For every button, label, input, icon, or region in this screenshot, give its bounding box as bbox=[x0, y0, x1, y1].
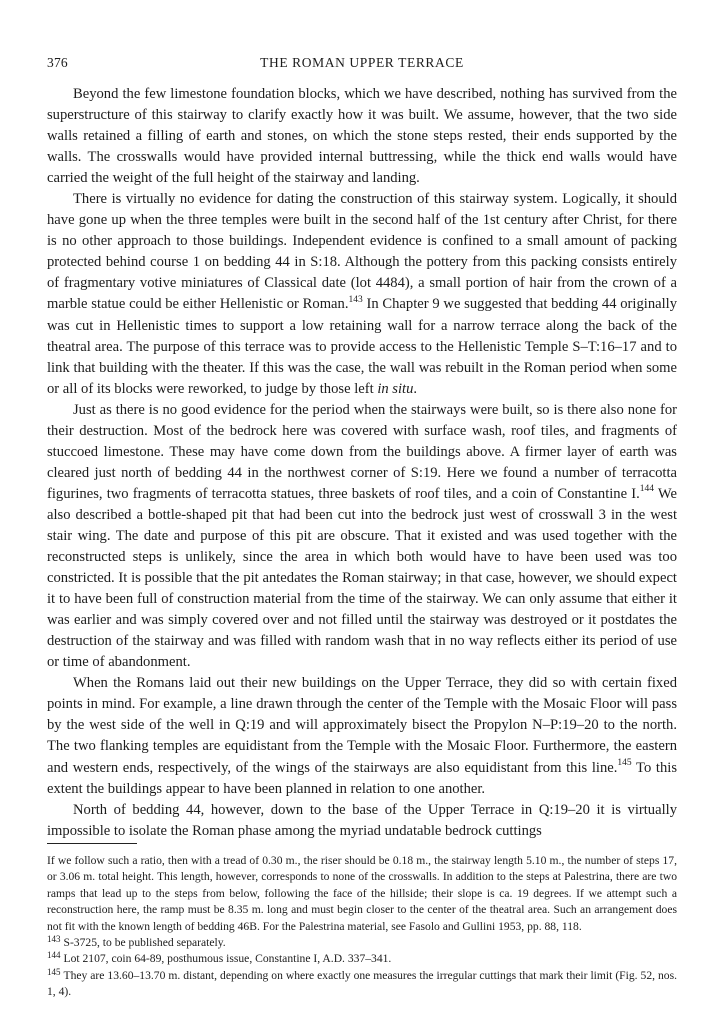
paragraph bbox=[47, 400, 677, 674]
paragraph-text: North of bedding 44, however, down to the base of the Upper Terrace in Q:19–20 it is virtually impossible to isolate the Roman phase among the myriad undatable bedrock cuttings bbox=[47, 801, 677, 839]
body-text bbox=[47, 84, 677, 842]
footnote-text: Lot 2107, coin 64-89, posthumous issue, Constantine I, A.D. 337–341. bbox=[63, 952, 392, 966]
page-header bbox=[47, 55, 677, 75]
paragraph-text: To this extent the buildings appear to have been planned in relation to one another. bbox=[47, 759, 678, 797]
footnote-ref: 143 bbox=[348, 294, 363, 305]
paragraph-text: There is virtually no evidence for dating the construction of this stairway system. Logically, it should have gone up when the three temples were built in the second half of the 1st century after Christ, for there is no other approach to those buildings. Independent evidence is confined to a small amount of packing protected behind course 1 on bedding 44 in S:18. Although the pottery from this packing consists entirely of fragmentary votive miniatures of Classical date (lot 4484), a small portion of hair from the crown of a marble statue could be either Hellenistic or Roman. bbox=[47, 191, 677, 313]
footnote-divider bbox=[47, 843, 137, 844]
footnote bbox=[47, 935, 677, 951]
page-number: 376 bbox=[47, 55, 68, 70]
footnotes bbox=[47, 853, 677, 1001]
footnote-ref: 145 bbox=[617, 757, 632, 768]
footnote bbox=[47, 951, 677, 967]
footnote-number: 145 bbox=[47, 966, 61, 977]
paragraph-text: Beyond the few limestone foundation blocks, which we have described, nothing has survived from the superstructure of this stairway to clarify exactly how it was built. We assume, however, that the two side walls retained a filling of earth and stones, on which the stone steps rested, their ends supported by the walls. The crosswalls would have provided internal buttressing, while the thick end walls would have carried the weight of the full height of the stairway and landing. bbox=[47, 86, 677, 187]
paragraph-text: When the Romans laid out their new buildings on the Upper Terrace, they did so with certain fixed points in mind. For example, a line drawn through the center of the Temple with the Mosaic Floor will pass by the west side of the well in Q:19 and will approximately bisect the Propylon N–P:19–20 to the north. The two flanking temples are equidistant from the Temple with the Mosaic Floor. Furthermore, the eastern and western ends, respectively, of the wings of the stairways are also equidistant from this line. bbox=[47, 675, 677, 776]
footnote-continued: If we follow such a ratio, then with a tread of 0.30 m., the riser should be 0.18 m., the stairway length 5.10 m., the number of steps 17, or 3.06 m. total height. This length, however, corresponds to none of the crosswalls. In addition to the steps at Palestrina, there are two ramps that lead up to the steps from below, following the face of the hillside; their slope is ca. 19 degrees. If we attempt such a reconstruction here, the ramp must be 8.35 m. long and must begin closer to the center of the theatral area. Such an arrangement does not fit with the known length of bedding 46B. For the Palestrina material, see Fasolo and Gullini 1953, pp. 88, 118. bbox=[47, 854, 677, 933]
paragraph-text: In Chapter 9 we suggested that bedding 44 originally was cut in Hellenistic times to support a low retaining wall for a narrow terrace along the back of the theatral area. The purpose of this terrace was to provide access to the Hellenistic Temple S–T:16–17 and to link that building with the theater. If this was the case, the wall was rebuilt in the Roman period when some or all of its blocks were reworked, to judge by those left bbox=[47, 296, 677, 397]
footnote bbox=[47, 968, 677, 1001]
paragraph bbox=[47, 189, 677, 399]
paragraph bbox=[47, 673, 677, 799]
paragraph bbox=[47, 800, 677, 842]
footnote-number: 144 bbox=[47, 950, 61, 961]
footnote-ref: 144 bbox=[639, 484, 655, 495]
paragraph bbox=[47, 84, 677, 189]
footnote-text: S-3725, to be published separately. bbox=[63, 936, 226, 950]
footnote-number: 143 bbox=[47, 934, 61, 945]
running-head: THE ROMAN UPPER TERRACE bbox=[260, 55, 464, 70]
italic-term: in situ bbox=[377, 380, 414, 397]
paragraph-text: We also described a bottle-shaped pit that had been cut into the bedrock just west of crosswall 3 in the west stair wing. The date and purpose of this pit are obscure. That it existed and was used together with the reconstructed steps is unlikely, since the area in which both would have to have been used was too constricted. It is possible that the pit antedates the Roman stairway; in that case, however, we should expect it to have been full of construction material from the time of the stairway. We can only assume that either it was earlier and was simply covered over and not filled until the stairway was destroyed or it postdates the destruction of the stairway and was filled with random wash that in no way reflects either its period of use or time of abandonment. bbox=[47, 485, 678, 671]
footnote-text: They are 13.60–13.70 m. distant, depending on where exactly one measures the irregular cuttings that mark their limit (Fig. 52, nos. 1, 4). bbox=[47, 968, 677, 999]
paragraph-text: . bbox=[413, 380, 418, 397]
paragraph-text: Just as there is no good evidence for the period when the stairways were built, so is there also none for their destruction. Most of the bedrock here was covered with surface wash, roof tiles, and fragments of stuccoed limestone. These may have come down from the buildings above. A firmer layer of earth was cleared just north of bedding 44 in the northwest corner of S:19. Here we found a number of terracotta figurines, two fragments of terracotta statues, three baskets of roof tiles, and a coin of Constantine I. bbox=[47, 401, 677, 502]
